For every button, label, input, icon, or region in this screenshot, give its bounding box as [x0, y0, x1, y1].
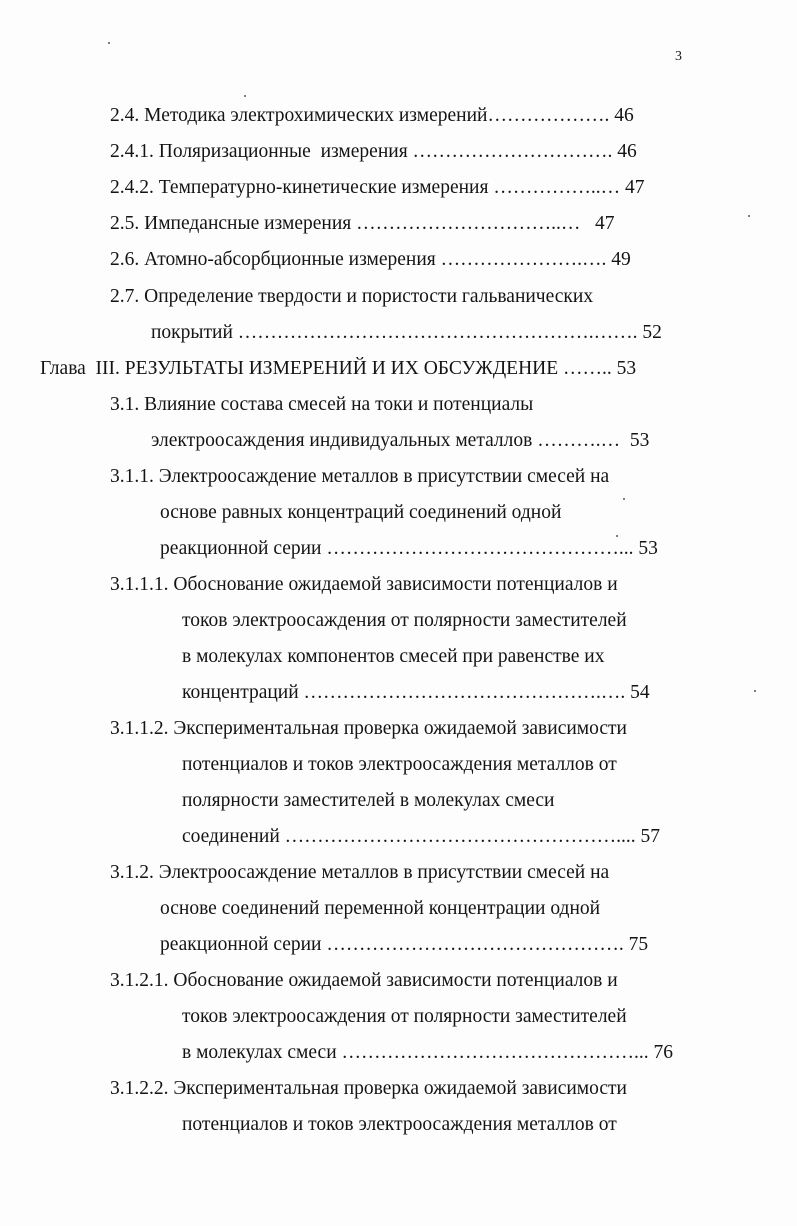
scan-speck [623, 498, 625, 500]
toc-entry-3-1-1-cont1: основе равных концентраций соединений одной [160, 502, 562, 523]
scan-speck [244, 95, 246, 97]
toc-entry-3-1-1-1-cont1: токов электроосаждения от полярности заместителей [182, 610, 627, 631]
toc-entry-3-1-2-1-cont2: в молекулах смеси ………………………………………... 76 [182, 1042, 674, 1063]
toc-entry-3-1-1-1: 3.1.1.1. Обоснование ожидаемой зависимости потенциалов и [110, 574, 618, 595]
toc-entry-2-5: 2.5. Импедансные измерения …………………………..… 47 [110, 213, 615, 234]
toc-entry-2-7-cont: покрытий ……………………………………………….……. 52 [151, 322, 662, 343]
toc-entry-3-1-1-1-cont2: в молекулах компонентов смесей при равенстве их [182, 646, 605, 667]
toc-entry-2-7: 2.7. Определение твердости и пористости гальванических [110, 286, 594, 307]
scan-speck [754, 690, 756, 692]
toc-entry-3-1-1: 3.1.1. Электроосаждение металлов в присутствии смесей на [110, 466, 610, 487]
toc-entry-3-1-cont: электроосаждения индивидуальных металлов ……….… 53 [151, 430, 650, 451]
scan-speck [108, 42, 110, 44]
toc-entry-3-1-1-2-cont2: полярности заместителей в молекулах смеси [182, 790, 555, 811]
toc-entry-3-1-2: 3.1.2. Электроосаждение металлов в присутствии смесей на [110, 862, 610, 883]
toc-chapter-3: Глава III. РЕЗУЛЬТАТЫ ИЗМЕРЕНИЙ И ИХ ОБСУЖДЕНИЕ …….. 53 [40, 358, 637, 379]
toc-entry-3-1-1-2-cont1: потенциалов и токов электроосаждения металлов от [182, 754, 617, 775]
toc-entry-3-1-2-1: 3.1.2.1. Обоснование ожидаемой зависимости потенциалов и [110, 970, 618, 991]
toc-entry-3-1-2-1-cont1: токов электроосаждения от полярности заместителей [182, 1006, 627, 1027]
toc-entry-3-1-1-1-cont3: концентраций ……………………………………….…. 54 [182, 682, 650, 703]
toc-entry-3-1: 3.1. Влияние состава смесей на токи и потенциалы [110, 394, 534, 415]
toc-entry-3-1-1-2-cont3: соединений …………………………………………….... 57 [182, 826, 661, 847]
toc-entry-2-4-2: 2.4.2. Температурно-кинетические измерения ……………..… 47 [110, 177, 645, 198]
toc-entry-3-1-2-cont2: реакционной серии ………………………………………. 75 [160, 934, 649, 955]
toc-entry-3-1-2-cont1: основе соединений переменной концентрации одной [160, 898, 601, 919]
page-number: 3 [675, 49, 682, 64]
toc-entry-2-4-1: 2.4.1. Поляризационные измерения …………………………. 46 [110, 141, 637, 162]
toc-entry-2-4: 2.4. Методика электрохимических измерений………………. 46 [110, 105, 634, 126]
toc-entry-3-1-1-2: 3.1.1.2. Экспериментальная проверка ожидаемой зависимости [110, 718, 627, 739]
toc-entry-2-6: 2.6. Атомно-абсорбционные измерения ………………….…. 49 [110, 249, 631, 270]
scan-speck [748, 215, 750, 217]
toc-entry-3-1-2-2-cont1: потенциалов и токов электроосаждения металлов от [182, 1114, 617, 1135]
toc-entry-3-1-1-cont2: реакционной серии ………………………………………... 53 [160, 538, 658, 559]
toc-entry-3-1-2-2: 3.1.2.2. Экспериментальная проверка ожидаемой зависимости [110, 1078, 627, 1099]
